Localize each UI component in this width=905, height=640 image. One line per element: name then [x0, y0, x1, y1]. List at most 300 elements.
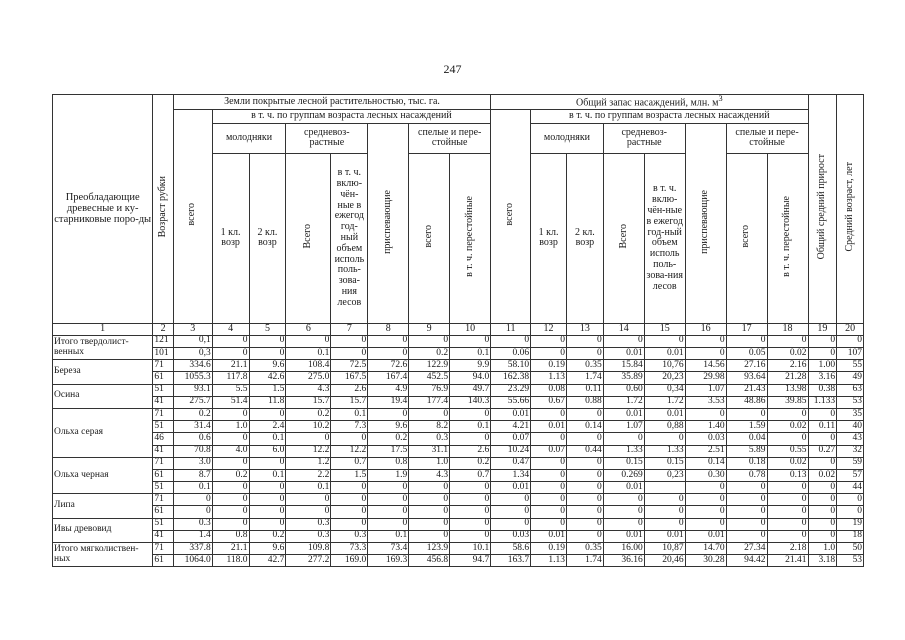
header-increment: Общий средний прирост — [808, 95, 837, 324]
table-cell: 0 — [531, 518, 567, 530]
table-cell: 4.9 — [368, 384, 409, 396]
table-cell: 0.05 — [726, 348, 767, 360]
table-cell: 0.02 — [767, 348, 808, 360]
table-cell: 57 — [837, 469, 864, 481]
table-cell: 0.14 — [685, 457, 726, 469]
table-cell: 0 — [566, 335, 603, 347]
table-cell: 0.04 — [726, 433, 767, 445]
column-number: 4 — [212, 323, 249, 335]
column-number: 7 — [331, 323, 368, 335]
header-land-ripening: приспевающие — [368, 123, 409, 323]
table-cell: 29.98 — [685, 372, 726, 384]
column-number: 10 — [450, 323, 491, 335]
table-cell: 0.01 — [491, 482, 531, 494]
table-cell: 0.01 — [491, 408, 531, 420]
table-cell: 3.0 — [173, 457, 212, 469]
table-cell: 0.15 — [644, 457, 685, 469]
cutting-age-cell: 61 — [153, 555, 173, 567]
table-cell: 0 — [331, 348, 368, 360]
table-cell: 0.13 — [767, 469, 808, 481]
header-stock-included: в т. ч. вклю-чён-ные в ежегод год-ный объем исполь поль-зова-ния лесов — [644, 153, 685, 323]
table-cell: 167.4 — [368, 372, 409, 384]
table-cell: 23.29 — [491, 384, 531, 396]
table-cell: 0 — [409, 335, 450, 347]
header-stock-mature-total: всего — [726, 153, 767, 323]
table-cell: 0.8 — [368, 457, 409, 469]
table-cell: 93.64 — [726, 372, 767, 384]
table-cell: 72.5 — [331, 360, 368, 372]
table-cell: 6.0 — [249, 445, 286, 457]
table-cell: 0 — [249, 506, 286, 518]
table-row — [53, 555, 864, 567]
table-cell: 0 — [212, 494, 249, 506]
table-cell: 1.33 — [644, 445, 685, 457]
table-cell: 0 — [808, 408, 837, 420]
table-cell: 0.03 — [685, 433, 726, 445]
table-cell: 8.7 — [173, 469, 212, 481]
species-name: Липа — [53, 494, 153, 518]
table-cell: 2.18 — [767, 543, 808, 555]
table-cell: 0.7 — [331, 457, 368, 469]
table-cell: 1.13 — [531, 555, 567, 567]
table-cell: 0 — [685, 518, 726, 530]
table-cell: 1.74 — [566, 555, 603, 567]
table-cell: 0 — [450, 494, 491, 506]
table-cell: 0.01 — [685, 530, 726, 542]
table-cell: 3.18 — [808, 555, 837, 567]
table-cell: 0 — [286, 335, 331, 347]
table-cell: 0.14 — [566, 421, 603, 433]
table-cell: 0 — [249, 408, 286, 420]
table-cell: 40 — [837, 421, 864, 433]
table-cell: 122.9 — [409, 360, 450, 372]
table-cell: 0,3 — [173, 348, 212, 360]
table-cell: 0 — [331, 506, 368, 518]
header-land-middle-total: Всего — [286, 153, 331, 323]
column-number: 13 — [566, 323, 603, 335]
table-cell: 35.89 — [603, 372, 644, 384]
cutting-age-cell: 46 — [153, 433, 173, 445]
table-cell: 0.1 — [331, 408, 368, 420]
cutting-age-cell: 41 — [153, 396, 173, 408]
table-cell: 1.5 — [249, 384, 286, 396]
header-stock-total: всего — [491, 109, 531, 323]
table-cell: 7.3 — [331, 421, 368, 433]
table-cell: 2.51 — [685, 445, 726, 457]
species-name: Ивы древовид — [53, 518, 153, 542]
table-cell: 42.6 — [249, 372, 286, 384]
table-cell: 0.01 — [531, 530, 567, 542]
table-cell: 0 — [767, 408, 808, 420]
table-cell: 48.86 — [726, 396, 767, 408]
header-land-mature-total: всего — [409, 153, 450, 323]
table-cell: 0.269 — [603, 469, 644, 481]
cutting-age-cell: 121 — [153, 335, 173, 347]
table-cell: 10,87 — [644, 543, 685, 555]
header-stock-middle-total: Всего — [603, 153, 644, 323]
table-cell: 0.35 — [566, 360, 603, 372]
table-cell: 0,34 — [644, 384, 685, 396]
table-cell: 5.89 — [726, 445, 767, 457]
table-cell: 9.9 — [450, 360, 491, 372]
table-cell: 0 — [808, 348, 837, 360]
cutting-age-cell: 71 — [153, 494, 173, 506]
table-cell: 21.1 — [212, 360, 249, 372]
column-number: 19 — [808, 323, 837, 335]
cutting-age-cell: 71 — [153, 408, 173, 420]
table-cell: 0.7 — [450, 469, 491, 481]
table-cell: 0.1 — [173, 482, 212, 494]
table-cell: 0.2 — [286, 408, 331, 420]
table-cell: 2.6 — [450, 445, 491, 457]
table-cell: 0 — [685, 482, 726, 494]
table-cell: 55.66 — [491, 396, 531, 408]
table-cell: 0 — [491, 494, 531, 506]
table-cell: 94.0 — [450, 372, 491, 384]
table-cell: 14.56 — [685, 360, 726, 372]
table-cell: 0 — [491, 335, 531, 347]
table-cell: 0 — [409, 408, 450, 420]
table-cell: 15.84 — [603, 360, 644, 372]
table-cell: 58.10 — [491, 360, 531, 372]
table-cell: 0 — [531, 482, 567, 494]
table-cell: 10.24 — [491, 445, 531, 457]
cutting-age-cell: 51 — [153, 384, 173, 396]
header-avg-age: Средний возраст, лет — [837, 95, 864, 324]
table-cell: 0 — [808, 433, 837, 445]
table-cell: 0 — [566, 348, 603, 360]
table-cell: 0.3 — [286, 518, 331, 530]
column-number: 5 — [249, 323, 286, 335]
table-cell: 42.7 — [249, 555, 286, 567]
table-cell: 73.3 — [331, 543, 368, 555]
species-name: Осина — [53, 384, 153, 408]
column-number: 17 — [726, 323, 767, 335]
table-cell: 0 — [212, 408, 249, 420]
table-cell: 0 — [566, 494, 603, 506]
table-cell: 0 — [368, 482, 409, 494]
table-cell: 0 — [491, 518, 531, 530]
table-cell: 0 — [644, 518, 685, 530]
table-cell: 109.8 — [286, 543, 331, 555]
table-cell: 0.01 — [531, 421, 567, 433]
table-cell: 456.8 — [409, 555, 450, 567]
cutting-age-cell: 71 — [153, 543, 173, 555]
table-cell: 20,46 — [644, 555, 685, 567]
table-row — [53, 384, 864, 396]
table-cell: 5.5 — [212, 384, 249, 396]
table-cell: 0.2 — [173, 408, 212, 420]
table-cell: 1.72 — [644, 396, 685, 408]
table-cell: 0.02 — [808, 469, 837, 481]
table-cell: 0 — [212, 433, 249, 445]
table-row — [53, 408, 864, 420]
table-cell: 0.3 — [409, 433, 450, 445]
table-cell: 0 — [368, 494, 409, 506]
header-cutting-age: Возраст рубки — [153, 95, 173, 324]
table-cell: 58.6 — [491, 543, 531, 555]
table-cell: 0.07 — [491, 433, 531, 445]
table-cell: 1.4 — [173, 530, 212, 542]
table-cell: 140.3 — [450, 396, 491, 408]
table-cell: 0.07 — [531, 445, 567, 457]
table-cell: 0.15 — [603, 457, 644, 469]
table-cell: 8.2 — [409, 421, 450, 433]
table-row — [53, 372, 864, 384]
species-name: Ольха серая — [53, 408, 153, 457]
table-cell: 27.16 — [726, 360, 767, 372]
table-cell: 0.55 — [767, 445, 808, 457]
table-cell: 0.2 — [249, 530, 286, 542]
table-cell: 0 — [491, 506, 531, 518]
table-cell: 21.28 — [767, 372, 808, 384]
table-cell: 1.74 — [566, 372, 603, 384]
cutting-age-cell: 61 — [153, 506, 173, 518]
table-cell: 0 — [767, 494, 808, 506]
table-cell: 0 — [450, 530, 491, 542]
table-cell: 0.30 — [685, 469, 726, 481]
table-cell: 9.6 — [249, 360, 286, 372]
cutting-age-cell: 61 — [153, 372, 173, 384]
table-cell: 177.4 — [409, 396, 450, 408]
species-name: Ольха черная — [53, 457, 153, 494]
table-cell: 334.6 — [173, 360, 212, 372]
table-cell: 21.1 — [212, 543, 249, 555]
table-cell: 0 — [685, 335, 726, 347]
table-cell: 0 — [644, 433, 685, 445]
table-cell: 32 — [837, 445, 864, 457]
table-cell: 163.7 — [491, 555, 531, 567]
table-cell: 277.2 — [286, 555, 331, 567]
header-land-class1: 1 кл. возр — [212, 153, 249, 323]
column-number: 14 — [603, 323, 644, 335]
table-cell: 21.43 — [726, 384, 767, 396]
table-cell: 0 — [808, 518, 837, 530]
table-cell: 44 — [837, 482, 864, 494]
header-land-total: всего — [173, 109, 212, 323]
table-cell: 2.16 — [767, 360, 808, 372]
table-cell: 0.01 — [603, 482, 644, 494]
species-name: Береза — [53, 360, 153, 384]
species-name: Итого мягколиствен-ных — [53, 543, 153, 567]
table-cell: 49 — [837, 372, 864, 384]
table-cell: 0 — [603, 335, 644, 347]
table-cell: 10.1 — [450, 543, 491, 555]
table-cell: 0 — [249, 494, 286, 506]
table-cell: 0.3 — [331, 530, 368, 542]
table-cell: 4.0 — [212, 445, 249, 457]
table-cell: 107 — [837, 348, 864, 360]
column-number: 18 — [767, 323, 808, 335]
table-cell: 0 — [409, 482, 450, 494]
table-cell: 0.27 — [808, 445, 837, 457]
table-cell: 0.8 — [212, 530, 249, 542]
table-cell: 0 — [368, 348, 409, 360]
header-stock-middle: средневоз-растные — [603, 123, 685, 153]
table-cell: 337.8 — [173, 543, 212, 555]
header-land-by-age: в т. ч. по группам возраста лесных насаждений — [212, 109, 491, 123]
table-row — [53, 530, 864, 542]
table-cell: 0.60 — [603, 384, 644, 396]
table-cell: 0 — [368, 335, 409, 347]
table-cell: 0.01 — [644, 530, 685, 542]
table-cell: 10.2 — [286, 421, 331, 433]
column-number: 16 — [685, 323, 726, 335]
table-row — [53, 396, 864, 408]
table-row — [53, 494, 864, 506]
table-cell: 43 — [837, 433, 864, 445]
column-number: 8 — [368, 323, 409, 335]
table-cell: 0 — [450, 408, 491, 420]
table-cell: 0 — [450, 518, 491, 530]
table-cell: 0.38 — [808, 384, 837, 396]
table-cell: 0 — [368, 518, 409, 530]
table-cell: 275.0 — [286, 372, 331, 384]
table-cell: 0 — [249, 348, 286, 360]
table-cell: 0 — [837, 335, 864, 347]
column-number-row — [53, 323, 864, 335]
table-cell: 9.6 — [368, 421, 409, 433]
table-cell: 0 — [331, 335, 368, 347]
table-cell: 0.67 — [531, 396, 567, 408]
table-cell: 72.6 — [368, 360, 409, 372]
table-cell: 0 — [531, 335, 567, 347]
table-cell: 0 — [808, 335, 837, 347]
table-cell: 0.11 — [566, 384, 603, 396]
table-cell: 1.0 — [409, 457, 450, 469]
table-cell: 76.9 — [409, 384, 450, 396]
table-cell: 31.4 — [173, 421, 212, 433]
table-cell: 0,23 — [644, 469, 685, 481]
table-cell: 0 — [644, 506, 685, 518]
table-cell: 0.88 — [566, 396, 603, 408]
forest-stock-table — [52, 94, 864, 567]
table-cell: 17.5 — [368, 445, 409, 457]
table-cell: 0 — [566, 433, 603, 445]
table-cell: 0.2 — [368, 433, 409, 445]
table-cell: 0,88 — [644, 421, 685, 433]
table-cell: 12.2 — [286, 445, 331, 457]
table-cell: 39.85 — [767, 396, 808, 408]
cutting-age-cell: 41 — [153, 530, 173, 542]
header-stock-overmature: в т. ч. перестойные — [767, 153, 808, 323]
table-cell: 0 — [331, 482, 368, 494]
cutting-age-cell: 101 — [153, 348, 173, 360]
table-cell: 0 — [331, 518, 368, 530]
table-cell: 18 — [837, 530, 864, 542]
header-land-mature: спелые и пере-стойные — [409, 123, 491, 153]
table-cell: 4.21 — [491, 421, 531, 433]
table-cell: 162.38 — [491, 372, 531, 384]
table-cell: 0 — [603, 494, 644, 506]
table-cell: 3.53 — [685, 396, 726, 408]
table-cell: 10,76 — [644, 360, 685, 372]
header-land-middle: средневоз-растные — [286, 123, 368, 153]
table-cell: 0 — [331, 433, 368, 445]
table-cell: 0 — [212, 457, 249, 469]
table-cell: 16.00 — [603, 543, 644, 555]
page-number: 247 — [443, 62, 462, 76]
table-cell: 0 — [173, 494, 212, 506]
table-cell: 0.01 — [603, 348, 644, 360]
table-cell: 1.07 — [685, 384, 726, 396]
header-species: Преобладающие древесные и ку-старниковые поро-ды — [53, 95, 153, 324]
table-cell: 0 — [409, 506, 450, 518]
table-cell: 31.1 — [409, 445, 450, 457]
table-cell: 1.72 — [603, 396, 644, 408]
table-cell: 0 — [531, 506, 567, 518]
table-cell: 73.4 — [368, 543, 409, 555]
table-cell: 13.98 — [767, 384, 808, 396]
header-stock-ripening: приспевающие — [685, 123, 726, 323]
table-cell: 21.41 — [767, 555, 808, 567]
table-cell: 0 — [726, 530, 767, 542]
table-cell: 0 — [685, 348, 726, 360]
table-row — [53, 506, 864, 518]
table-cell: 30.28 — [685, 555, 726, 567]
table-cell: 0 — [531, 433, 567, 445]
table-cell: 0 — [603, 506, 644, 518]
table-cell: 0 — [603, 433, 644, 445]
header-stock-class2: 2 кл. возр — [566, 153, 603, 323]
table-cell: 0 — [726, 494, 767, 506]
header-stock-group: Общий запас насаждений, млн. $м^3$ — [491, 95, 808, 110]
table-cell: 0 — [726, 482, 767, 494]
table-cell: 0 — [566, 530, 603, 542]
table-cell: 0 — [566, 457, 603, 469]
cutting-age-cell: 51 — [153, 421, 173, 433]
table-cell: 1.13 — [531, 372, 567, 384]
table-cell: 0 — [450, 506, 491, 518]
table-cell: 0.06 — [491, 348, 531, 360]
cutting-age-cell: 71 — [153, 457, 173, 469]
table-cell: 123.9 — [409, 543, 450, 555]
column-number: 15 — [644, 323, 685, 335]
table-cell: 0.6 — [173, 433, 212, 445]
table-cell: 2.4 — [249, 421, 286, 433]
table-row — [53, 421, 864, 433]
table-cell: 0 — [685, 494, 726, 506]
table-cell: 0 — [249, 482, 286, 494]
table-cell: 0.1 — [368, 530, 409, 542]
table-cell: 4.3 — [286, 384, 331, 396]
table-cell: 0.01 — [603, 530, 644, 542]
table-cell: 0 — [685, 506, 726, 518]
table-cell: 0 — [767, 530, 808, 542]
table-row — [53, 335, 864, 347]
header-stock-by-age: в т. ч. по группам возраста лесных насаждений — [531, 109, 808, 123]
table-cell: 12.2 — [331, 445, 368, 457]
table-cell: 0 — [409, 530, 450, 542]
table-cell: 0.11 — [808, 421, 837, 433]
table-cell: 4.3 — [409, 469, 450, 481]
table-cell: 0 — [837, 506, 864, 518]
table-cell: 0 — [767, 335, 808, 347]
table-cell: 0.2 — [409, 348, 450, 360]
table-cell: 0 — [726, 518, 767, 530]
table-cell: 0.2 — [212, 469, 249, 481]
table-cell: 1.07 — [603, 421, 644, 433]
table-cell: 0.03 — [491, 530, 531, 542]
table-cell: 118.0 — [212, 555, 249, 567]
table-cell: 1.133 — [808, 396, 837, 408]
table-cell: 0 — [531, 457, 567, 469]
table-cell: 0 — [212, 482, 249, 494]
table-cell: 0.44 — [566, 445, 603, 457]
table-cell: 94.42 — [726, 555, 767, 567]
table-cell: 0.19 — [531, 360, 567, 372]
table-cell: 117.8 — [212, 372, 249, 384]
